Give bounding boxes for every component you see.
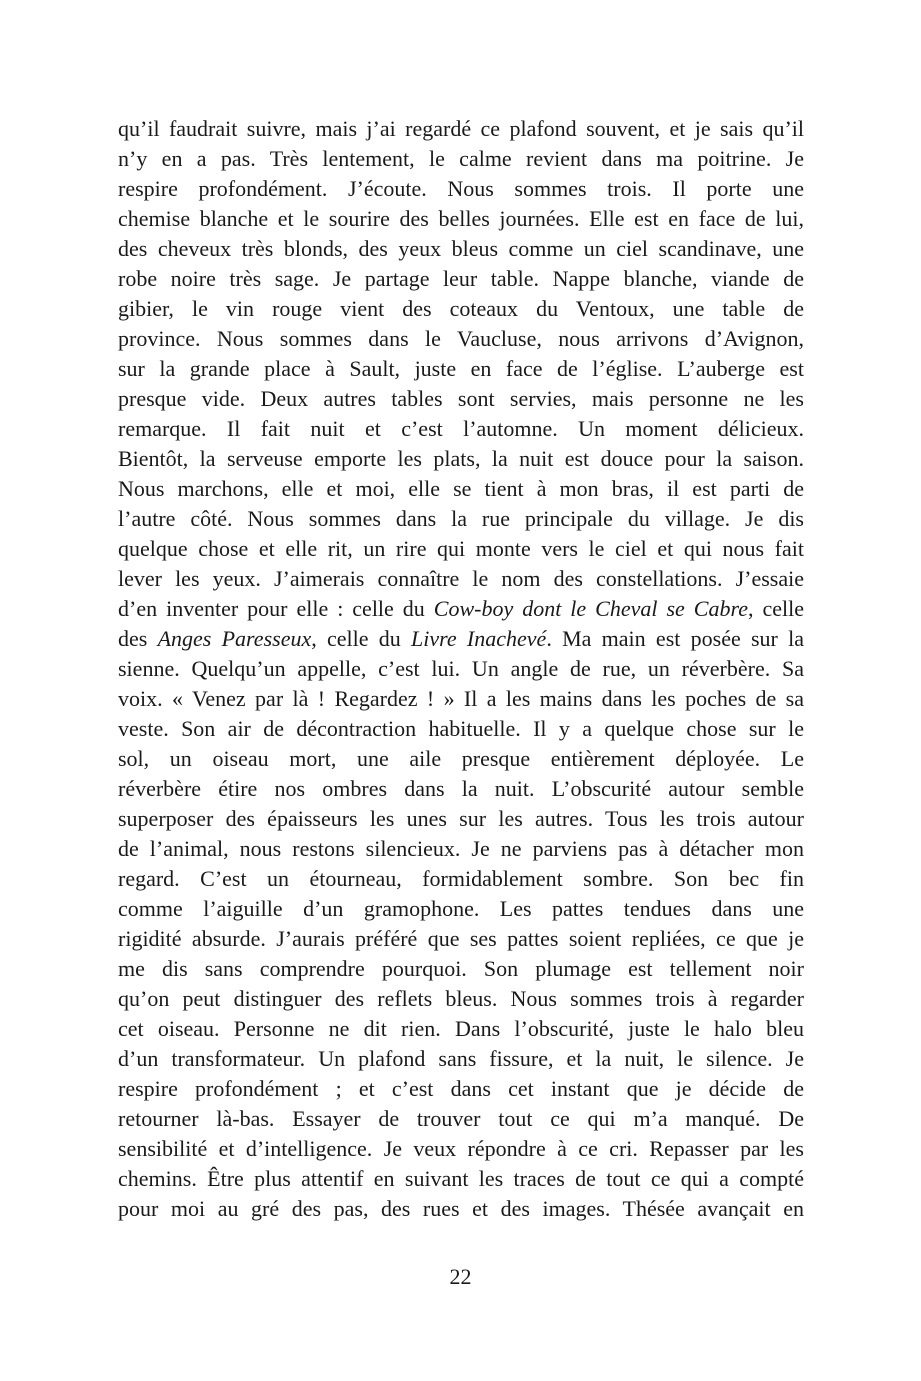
body-text [118,114,804,1224]
text-line: l’autre côté. Nous sommes dans la rue principale du village. Je dis [118,506,804,531]
italic-constellation-name: Livre Inachevé [411,626,547,651]
text-line: quelque chose et elle rit, un rire qui monte vers le ciel et qui nous fait [118,536,804,561]
italic-constellation-name: Anges Paresseux [157,626,312,651]
text-line: Bientôt, la serveuse emporte les plats, la nuit est douce pour la saison. [118,446,804,471]
page-number: 22 [449,1264,472,1289]
text-line: des cheveux très blonds, des yeux bleus comme un ciel scandinave, une [118,236,804,261]
text-line: superposer des épaisseurs les unes sur les autres. Tous les trois autour [118,806,804,831]
text-line: robe noire très sage. Je partage leur table. Nappe blanche, viande de [118,266,804,291]
text-line: d’un transformateur. Un plafond sans fissure, et la nuit, le silence. Je [118,1046,804,1071]
text-segment: des [118,626,158,651]
text-line: réverbère étire nos ombres dans la nuit. L’obscurité autour semble [118,776,804,801]
text-line: Nous marchons, elle et moi, elle se tient à mon bras, il est parti de [118,476,804,501]
text-segment: d’en inventer pour elle : celle du [118,596,434,621]
text-line: pour moi au gré des pas, des rues et des images. Thésée avançait en [118,1196,804,1221]
text-line: n’y en a pas. Très lentement, le calme revient dans ma poitrine. Je [118,146,804,171]
text-line: rigidité absurde. J’aurais préféré que ses pattes soient repliées, ce que je [118,926,804,951]
text-line: comme l’aiguille d’un gramophone. Les pattes tendues dans une [118,896,804,921]
text-line: chemise blanche et le sourire des belles journées. Elle est en face de lui, [118,206,804,231]
text-line: sur la grande place à Sault, juste en face de l’église. L’auberge est [118,356,804,381]
text-line: sensibilité et d’intelligence. Je veux répondre à ce cri. Repasser par les [118,1136,804,1161]
text-line: regard. C’est un étourneau, formidablement sombre. Son bec fin [118,866,804,891]
italic-constellation-name: Cow-boy dont le Cheval se Cabre [433,596,748,621]
text-line: veste. Son air de décontraction habituelle. Il y a quelque chose sur le [118,716,804,741]
text-segment: , celle du [311,626,412,651]
text-line: province. Nous sommes dans le Vaucluse, nous arrivons d’Avignon, [118,326,804,351]
text-line: respire profondément. J’écoute. Nous sommes trois. Il porte une [118,176,804,201]
text-line: sienne. Quelqu’un appelle, c’est lui. Un angle de rue, un réverbère. Sa [118,656,804,681]
text-line: voix. « Venez par là ! Regardez ! » Il a les mains dans les poches de sa [118,686,804,711]
text-line: lever les yeux. J’aimerais connaître le nom des constellations. J’essaie [118,566,804,591]
text-line: qu’il faudrait suivre, mais j’ai regardé ce plafond souvent, et je sais qu’il [118,116,804,141]
text-line: cet oiseau. Personne ne dit rien. Dans l’obscurité, juste le halo bleu [118,1016,804,1041]
text-line-with-italic [118,594,804,624]
text-line: sol, un oiseau mort, une aile presque entièrement déployée. Le [118,746,804,771]
text-line: me dis sans comprendre pourquoi. Son plumage est tellement noir [118,956,804,981]
text-line: chemins. Être plus attentif en suivant les traces de tout ce qui a compté [118,1166,804,1191]
text-line: presque vide. Deux autres tables sont servies, mais personne ne les [118,386,804,411]
text-segment: , celle [747,596,804,621]
text-segment: . Ma main est posée sur la [546,626,804,651]
text-line: retourner là-bas. Essayer de trouver tout ce qui m’a manqué. De [118,1106,804,1131]
text-line: qu’on peut distinguer des reflets bleus. Nous sommes trois à regarder [118,986,804,1011]
text-line: respire profondément ; et c’est dans cet instant que je décide de [118,1076,804,1101]
text-line: gibier, le vin rouge vient des coteaux du Ventoux, une table de [118,296,804,321]
text-line: remarque. Il fait nuit et c’est l’automne. Un moment délicieux. [118,416,804,441]
text-line-with-italic [118,624,804,654]
text-line: de l’animal, nous restons silencieux. Je ne parviens pas à détacher mon [118,836,804,861]
